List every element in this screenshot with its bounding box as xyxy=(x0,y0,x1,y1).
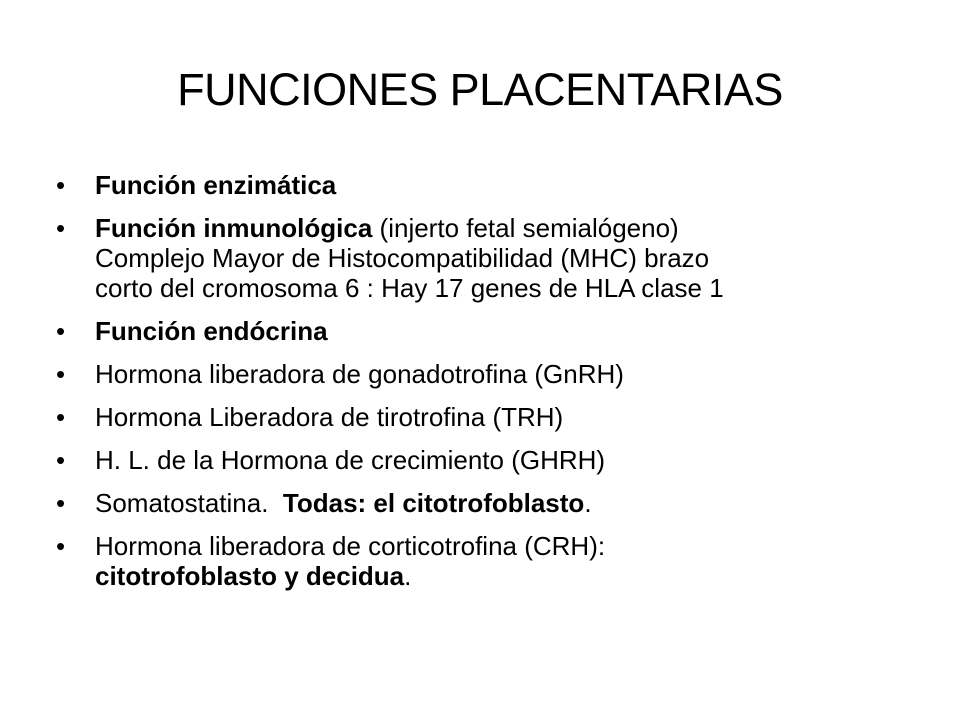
list-item-crh xyxy=(56,531,916,591)
list-item-ghrh xyxy=(56,445,916,475)
item-heading: Función enzimática xyxy=(95,170,337,200)
item-emphasis: Todas: el citotrofoblasto xyxy=(282,488,585,518)
bullet-marker: • xyxy=(56,213,66,243)
item-tail: . xyxy=(584,488,592,518)
list-item-funcion-enzimatica xyxy=(56,170,916,200)
item-emphasis-line xyxy=(95,561,916,591)
item-text-line-2: Complejo Mayor de Histocompatibilidad (MHC) brazo xyxy=(95,243,710,273)
item-text: Hormona liberadora de gonadotrofina (GnRH) xyxy=(95,359,624,389)
bullet-marker: • xyxy=(56,488,66,518)
slide-title: FUNCIONES PLACENTARIAS xyxy=(177,64,783,115)
item-text: Somatostatina. xyxy=(95,488,283,518)
list-item-funcion-endocrina xyxy=(56,316,916,346)
item-text: Hormona liberadora de corticotrofina (CRH): xyxy=(95,531,606,561)
bullet-marker: • xyxy=(56,531,66,561)
list-item-trh xyxy=(56,402,916,432)
bullet-marker: • xyxy=(56,359,66,389)
bullet-marker: • xyxy=(56,316,66,346)
item-tail: . xyxy=(404,561,412,591)
item-text: H. L. de la Hormona de crecimiento (GHRH) xyxy=(95,445,606,475)
item-text: Hormona Liberadora de tirotrofina (TRH) xyxy=(95,402,564,432)
item-emphasis: citotrofoblasto y decidua xyxy=(95,561,405,591)
bullet-list xyxy=(56,170,916,604)
list-item-gnrh xyxy=(56,359,916,389)
bullet-marker: • xyxy=(56,170,66,200)
list-item-somatostatina xyxy=(56,488,916,518)
item-heading: Función endócrina xyxy=(95,316,328,346)
item-text: (injerto fetal semialógeno) xyxy=(372,213,679,243)
item-text-line-3: corto del cromosoma 6 : Hay 17 genes de HLA clase 1 xyxy=(95,273,724,303)
bullet-marker: • xyxy=(56,445,66,475)
list-item-funcion-inmunologica xyxy=(56,213,916,303)
item-heading: Función inmunológica xyxy=(95,213,373,243)
bullet-marker: • xyxy=(56,402,66,432)
